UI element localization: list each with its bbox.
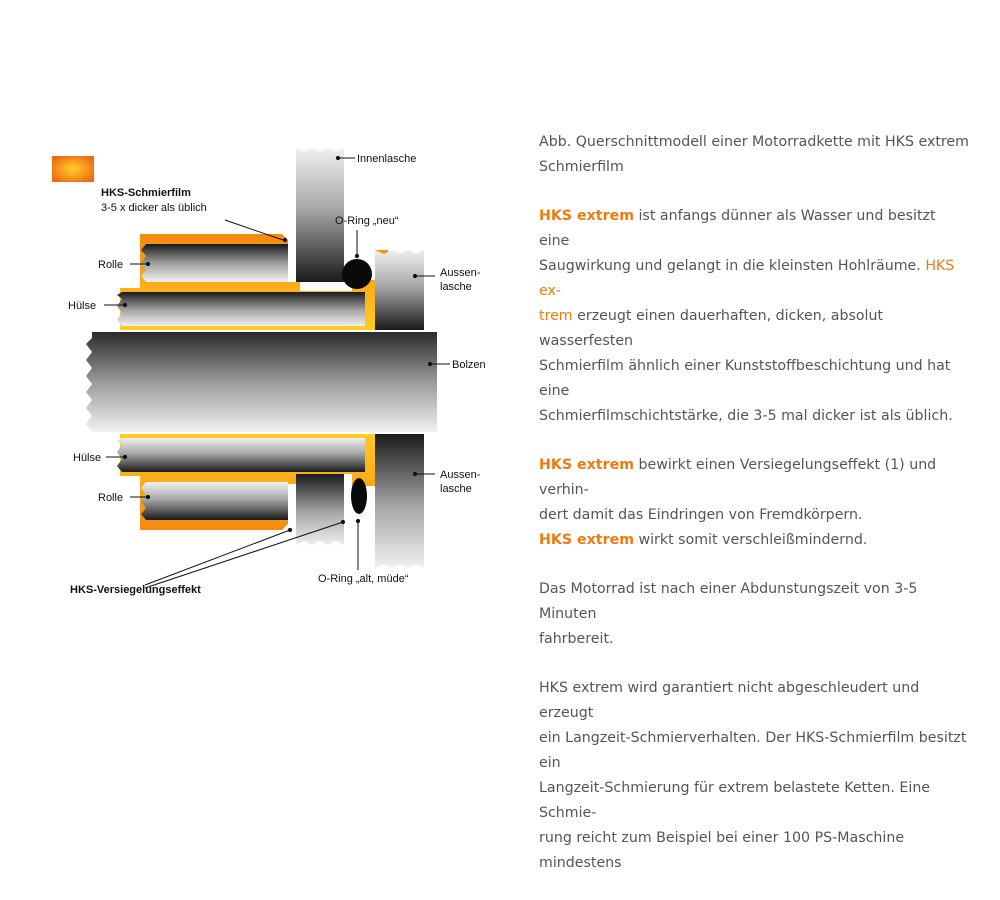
sleeve-bottom — [117, 438, 365, 472]
paragraph-4 — [539, 676, 969, 876]
p1-text-a: ist anfangs dünner als Wasser und besitzt eine — [539, 208, 936, 249]
description-column — [539, 130, 969, 900]
label-aussenlasche-bottom-1: Aussen- — [440, 469, 481, 481]
label-hks-schmierfilm-sub: 3-5 x dicker als üblich — [101, 202, 207, 214]
sleeve-top — [117, 292, 365, 326]
label-aussenlasche-bottom-2: lasche — [440, 483, 472, 495]
roller-top — [141, 244, 288, 282]
figure-caption — [539, 130, 969, 180]
p2-text-c: wirkt somit verschleißmindernd. — [633, 532, 868, 548]
p1-text-e: Schmierfilmschichtstärke, die 3-5 mal dicker ist als üblich. — [539, 408, 953, 424]
inner-plate-bottom — [296, 474, 344, 545]
label-hks-versiegelung: HKS-Versiegelungseffekt — [70, 584, 201, 596]
lubricant-color-swatch — [52, 156, 94, 182]
p4-text-d: rung reicht zum Beispiel bei einer 100 PS-Maschine mindestens — [539, 830, 905, 871]
p1-text-d: Schmierfilm ähnlich einer Kunststoffbeschichtung und hat eine — [539, 358, 951, 399]
bolt — [86, 332, 437, 432]
paragraph-2 — [539, 453, 969, 553]
p3-text-b: fahrbereit. — [539, 631, 614, 647]
p4-text-b: ein Langzeit-Schmierverhalten. Der HKS-Schmierfilm besitzt ein — [539, 730, 967, 771]
brand-highlight-3: trem — [539, 308, 573, 324]
p3-text-a: Das Motorrad ist nach einer Abdunstungszeit von 3-5 Minuten — [539, 581, 918, 622]
caption-line-1: Abb. Querschnittmodell einer Motorradkette mit HKS extrem — [539, 134, 969, 150]
label-oring-neu: O-Ring „neu“ — [335, 215, 399, 227]
label-oring-alt: O-Ring „alt, müde“ — [318, 573, 409, 585]
p1-text-c: erzeugt einen dauerhaften, dicken, absolut wasserfesten — [539, 308, 884, 349]
label-hks-schmierfilm: HKS-Schmierfilm — [101, 187, 191, 199]
brand-highlight-2: HKS ex- — [539, 258, 955, 299]
oring-old — [351, 478, 367, 514]
label-bolzen: Bolzen — [452, 359, 486, 371]
p4-text-a: HKS extrem wird garantiert nicht abgeschleudert und erzeugt — [539, 680, 920, 721]
label-huelse-top: Hülse — [68, 300, 97, 312]
brand-highlight: HKS extrem — [539, 208, 634, 224]
roller-bottom — [141, 482, 288, 520]
paragraph-3 — [539, 577, 969, 652]
brand-highlight: HKS extrem — [539, 532, 634, 548]
label-huelse-bottom: Hülse — [73, 452, 102, 464]
label-rolle-top: Rolle — [98, 259, 124, 271]
label-rolle-bottom: Rolle — [98, 492, 124, 504]
outer-plate-bottom — [375, 434, 424, 568]
label-aussenlasche-top-2: lasche — [440, 281, 472, 293]
p4-text-c: Langzeit-Schmierung für extrem belastete Ketten. Eine Schmie- — [539, 780, 931, 821]
label-aussenlasche-top-1: Aussen- — [440, 267, 481, 279]
caption-line-2: Schmierfilm — [539, 159, 624, 175]
outer-plate-top — [375, 250, 424, 330]
paragraph-1 — [539, 204, 969, 429]
chain-cross-section-diagram — [0, 0, 520, 750]
p2-text-b: dert damit das Eindringen von Fremdkörpern. — [539, 507, 863, 523]
label-innenlasche: Innenlasche — [357, 153, 417, 165]
p2-text-a: bewirkt einen Versiegelungseffekt (1) und verhin- — [539, 457, 937, 498]
brand-highlight: HKS extrem — [539, 457, 634, 473]
oring-new — [342, 259, 372, 289]
p1-text-b: Saugwirkung und gelangt in die kleinsten Hohlräume. — [539, 258, 926, 274]
